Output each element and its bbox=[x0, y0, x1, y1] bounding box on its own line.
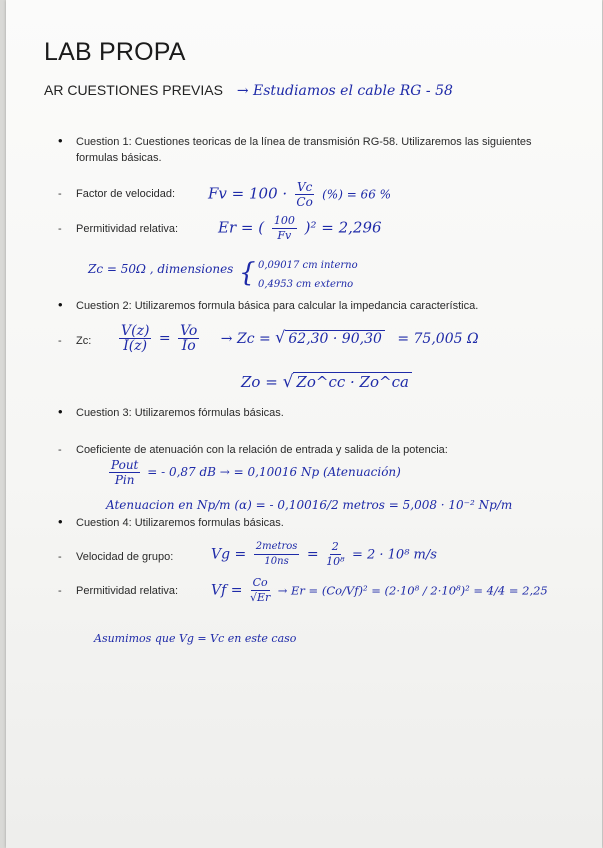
dimension-internal: 0,09017 cm interno bbox=[258, 260, 358, 271]
power-ratio-result: = - 0,87 dB → = 0,10016 Np (Atenuación) bbox=[147, 465, 401, 479]
vo-numerator: Vo bbox=[180, 323, 198, 339]
power-ratio-formula bbox=[106, 458, 401, 487]
vf-fraction bbox=[250, 576, 270, 605]
pout-numerator: Pout bbox=[111, 458, 139, 472]
zo-formula-lhs: Zo = bbox=[241, 373, 278, 391]
fv-numerator: Vc bbox=[296, 180, 313, 194]
er-numerator: 100 bbox=[273, 214, 295, 227]
assumption-note: Asumimos que Vg = Vc en este caso bbox=[94, 632, 297, 645]
paper-sheet bbox=[6, 0, 602, 848]
page-subtitle bbox=[44, 82, 453, 99]
vg-fraction-2 bbox=[326, 540, 344, 569]
question-1-line1: • Cuestion 1: Cuestiones teoricas de la línea de transmisión RG-58. Utilizaremos las siguientes bbox=[76, 136, 532, 148]
vg-f1-numerator: 2metros bbox=[254, 540, 300, 555]
zc-label: - Zc: bbox=[76, 333, 91, 349]
dimension-external: 0,4953 cm externo bbox=[258, 279, 354, 290]
vg-f1-denominator: 10ns bbox=[264, 556, 289, 567]
attenuation-coefficient-label: - Coeficiente de atenuación con la relación de entrada y salida de la potencia: bbox=[76, 442, 576, 458]
characteristic-impedance-note: Zc = 50Ω , dimensiones bbox=[88, 262, 234, 276]
sqrt-symbol-2: √ bbox=[282, 372, 294, 392]
velocity-factor-formula bbox=[208, 180, 391, 209]
sqrt-argument: 62,30 · 90,30 bbox=[285, 330, 385, 347]
er-derivation: → Er = (Co/Vf)² = (2·10⁸ / 2·10⁸)² = 4/4 = 2,25 bbox=[277, 583, 548, 598]
question-4: • Cuestion 4: Utilizaremos formulas básicas. bbox=[76, 515, 576, 531]
vg-equals: = bbox=[306, 546, 319, 563]
relative-permittivity-label-2: - Permitividad relativa: bbox=[76, 583, 178, 599]
question-1 bbox=[76, 134, 576, 166]
impedance-formula bbox=[116, 324, 479, 353]
group-velocity-formula bbox=[211, 540, 437, 569]
question-3: • Cuestion 3: Utilizaremos fórmulas básicas. bbox=[76, 405, 576, 421]
fv-formula-part-b: (%) = 66 % bbox=[322, 187, 392, 202]
fv-fraction bbox=[295, 180, 314, 209]
pout-pin-fraction bbox=[109, 458, 140, 487]
vz-iz-fraction bbox=[119, 324, 151, 353]
vo-io-fraction bbox=[178, 324, 199, 353]
er-formula-part-a: Er = ( bbox=[218, 218, 265, 237]
io-denominator: Io bbox=[181, 338, 196, 354]
curly-brace: { bbox=[239, 258, 256, 288]
zc-result: = 75,005 Ω bbox=[397, 330, 479, 347]
fv-denominator: Co bbox=[296, 195, 313, 209]
page-title: LAB PROPA bbox=[44, 38, 186, 66]
iz-denominator: I(z) bbox=[123, 338, 148, 354]
vf-lhs: Vf = bbox=[211, 582, 243, 599]
vg-lhs: Vg = bbox=[211, 546, 247, 563]
vg-f2-denominator: 10⁸ bbox=[326, 555, 345, 568]
fv-formula-part-a: Fv = 100 · bbox=[208, 184, 288, 203]
vg-result: = 2 · 10⁸ m/s bbox=[351, 547, 437, 563]
zo-formula bbox=[241, 372, 412, 392]
equals-sign: = bbox=[158, 330, 176, 347]
zc-rhs-start: → Zc = bbox=[220, 330, 271, 347]
vf-denominator: √Er bbox=[249, 591, 271, 604]
relative-permittivity-formula bbox=[218, 214, 382, 243]
attenuation-result: Atenuacion en Np/m (α) = - 0,10016/2 metros = 5,008 · 10⁻² Np/m bbox=[106, 498, 513, 512]
group-velocity-label: - Velocidad de grupo: bbox=[76, 549, 173, 565]
question-2: • Cuestion 2: Utilizaremos formula básica para calcular la impedancia característica. bbox=[76, 298, 576, 314]
vg-fraction-1 bbox=[254, 540, 300, 569]
pin-denominator: Pin bbox=[114, 473, 135, 487]
vg-f2-numerator: 2 bbox=[331, 540, 339, 553]
er-denominator: Fv bbox=[277, 229, 292, 242]
relative-permittivity-label: - Permitividad relativa: bbox=[76, 221, 178, 237]
vz-numerator: V(z) bbox=[121, 323, 150, 339]
subtitle-text: AR CUESTIONES PREVIAS bbox=[44, 82, 223, 98]
question-1-line2: formulas básicas. bbox=[76, 152, 162, 164]
subtitle-handwritten: → Estudiamos el cable RG - 58 bbox=[236, 83, 453, 99]
er-formula-part-b: )² = 2,296 bbox=[304, 218, 382, 237]
relative-permittivity-formula-2 bbox=[211, 576, 548, 605]
velocity-factor-label: - Factor de velocidad: bbox=[76, 186, 175, 202]
er-fraction bbox=[272, 214, 297, 243]
zo-sqrt-argument: Zo^cc · Zo^ca bbox=[293, 372, 412, 391]
vf-numerator: Co bbox=[252, 576, 268, 589]
sqrt-symbol: √ bbox=[275, 327, 286, 347]
